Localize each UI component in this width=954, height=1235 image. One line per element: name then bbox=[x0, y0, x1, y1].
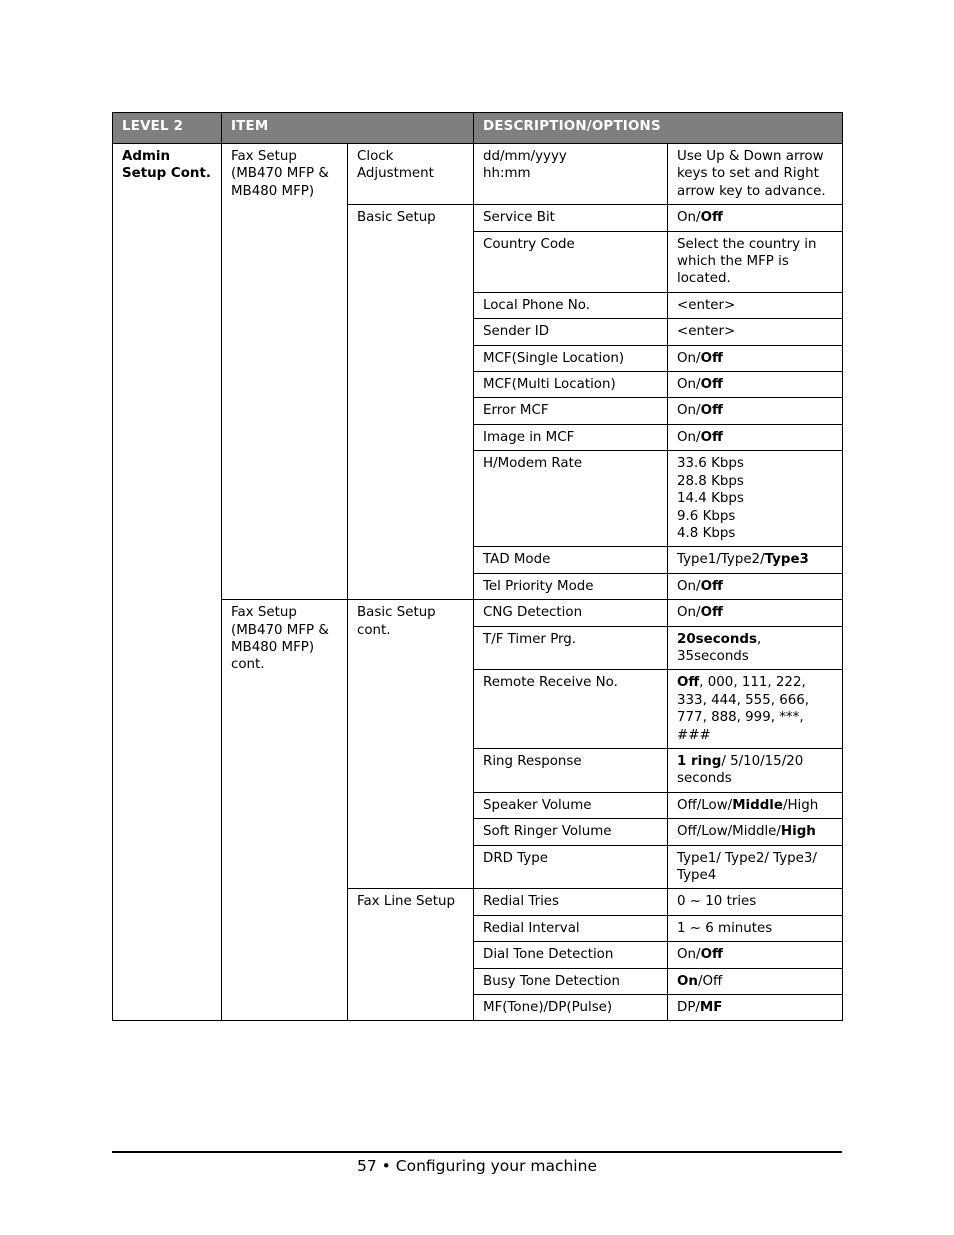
default-option: Off bbox=[700, 210, 723, 226]
option-text: Type1/ Type2/ Type3/ Type4 bbox=[677, 850, 817, 883]
option-text: , 35seconds bbox=[677, 631, 762, 664]
page-number: 57 bbox=[357, 1157, 377, 1175]
options-cell bbox=[668, 792, 843, 818]
default-option: On bbox=[677, 973, 698, 989]
options-cell bbox=[668, 319, 843, 345]
options-cell bbox=[668, 231, 843, 292]
options-cell bbox=[668, 845, 843, 889]
setting-cell: Soft Ringer Volume bbox=[474, 819, 668, 845]
option-text: Select the country in which the MFP is located. bbox=[677, 236, 817, 287]
table-header-row bbox=[113, 113, 843, 144]
option-text: On/ bbox=[677, 210, 701, 226]
options-cell bbox=[668, 424, 843, 450]
setting-cell: Service Bit bbox=[474, 205, 668, 231]
header-level2: LEVEL 2 bbox=[113, 113, 222, 144]
setting-cell: dd/mm/yyyy hh:mm bbox=[474, 144, 668, 205]
option-text: Off/Low/Middle/ bbox=[677, 824, 781, 840]
header-item: ITEM bbox=[222, 113, 474, 144]
setting-cell: Error MCF bbox=[474, 398, 668, 424]
setting-cell: Country Code bbox=[474, 231, 668, 292]
option-text: DP/ bbox=[677, 1000, 700, 1016]
setting-cell: DRD Type bbox=[474, 845, 668, 889]
item-cell: Fax Setup (MB470 MFP & MB480 MFP) bbox=[222, 144, 348, 600]
option-text: /Off bbox=[697, 973, 723, 989]
options-cell bbox=[668, 144, 843, 205]
subitem-cell: Basic Setup cont. bbox=[348, 600, 474, 889]
footer-title: Configuring your machine bbox=[395, 1157, 597, 1175]
default-option: Off bbox=[700, 605, 723, 621]
options-cell bbox=[668, 292, 843, 318]
option-text: <enter> bbox=[677, 297, 736, 313]
subitem-cell: Clock Adjustment bbox=[348, 144, 474, 205]
option-text: On/ bbox=[677, 350, 701, 366]
option-text: <enter> bbox=[677, 324, 736, 340]
default-option: Off bbox=[700, 350, 723, 366]
option-text: 0 ~ 10 tries bbox=[677, 894, 757, 910]
footer-rule bbox=[112, 1151, 842, 1153]
options-cell bbox=[668, 748, 843, 792]
table-body bbox=[113, 144, 843, 1021]
setting-cell: MCF(Single Location) bbox=[474, 345, 668, 371]
setting-cell: Image in MCF bbox=[474, 424, 668, 450]
option-text: 1 ~ 6 minutes bbox=[677, 920, 773, 936]
default-option: Middle bbox=[732, 797, 783, 813]
options-cell bbox=[668, 451, 843, 547]
option-text: On/ bbox=[677, 377, 701, 393]
option-text: On/ bbox=[677, 429, 701, 445]
option-text: Use Up & Down arrow keys to set and Right arrow key to advance. bbox=[677, 149, 826, 199]
footer-separator: • bbox=[381, 1157, 391, 1175]
default-option: Type3 bbox=[764, 552, 809, 568]
setting-cell: H/Modem Rate bbox=[474, 451, 668, 547]
default-option: Off bbox=[677, 675, 700, 691]
default-option: High bbox=[780, 824, 816, 840]
default-option: Off bbox=[700, 429, 723, 445]
options-cell bbox=[668, 819, 843, 845]
table-row bbox=[113, 144, 843, 205]
options-cell bbox=[668, 915, 843, 941]
setting-cell: Dial Tone Detection bbox=[474, 942, 668, 968]
setting-cell: T/F Timer Prg. bbox=[474, 626, 668, 670]
setting-cell: Ring Response bbox=[474, 748, 668, 792]
option-text: Off/Low/ bbox=[677, 797, 733, 813]
default-option: MF bbox=[699, 1000, 723, 1016]
item-cell: Fax Setup (MB470 MFP & MB480 MFP) cont. bbox=[222, 600, 348, 1021]
setting-cell: Busy Tone Detection bbox=[474, 968, 668, 994]
options-cell bbox=[668, 626, 843, 670]
setting-cell: Remote Receive No. bbox=[474, 670, 668, 749]
default-option: Off bbox=[700, 403, 723, 419]
option-text: /High bbox=[782, 797, 819, 813]
options-cell bbox=[668, 372, 843, 398]
options-cell bbox=[668, 547, 843, 573]
level2-cell: Admin Setup Cont. bbox=[113, 144, 222, 1021]
options-cell bbox=[668, 573, 843, 599]
options-cell bbox=[668, 600, 843, 626]
setting-cell: Sender ID bbox=[474, 319, 668, 345]
option-text: On/ bbox=[677, 947, 701, 963]
setting-cell: Tel Priority Mode bbox=[474, 573, 668, 599]
option-text: Type1/Type2/ bbox=[677, 552, 765, 568]
setting-cell: CNG Detection bbox=[474, 600, 668, 626]
options-cell bbox=[668, 670, 843, 749]
default-option: Off bbox=[700, 377, 723, 393]
admin-setup-menu-table bbox=[112, 112, 843, 1021]
options-cell bbox=[668, 398, 843, 424]
setting-cell: MF(Tone)/DP(Pulse) bbox=[474, 995, 668, 1021]
option-text: On/ bbox=[677, 403, 701, 419]
setting-cell: Redial Tries bbox=[474, 889, 668, 915]
setting-cell: Speaker Volume bbox=[474, 792, 668, 818]
option-text: On/ bbox=[677, 605, 701, 621]
setting-cell: TAD Mode bbox=[474, 547, 668, 573]
options-cell bbox=[668, 968, 843, 994]
option-text: , 000, 111, 222, 333, 444, 555, 666, 777, 888, 999, ***, ### bbox=[677, 675, 810, 743]
options-cell bbox=[668, 889, 843, 915]
setting-cell: MCF(Multi Location) bbox=[474, 372, 668, 398]
header-description: DESCRIPTION/OPTIONS bbox=[474, 113, 843, 144]
default-option: Off bbox=[700, 947, 723, 963]
setting-cell: Redial Interval bbox=[474, 915, 668, 941]
page-footer bbox=[0, 1156, 954, 1176]
option-text: On/ bbox=[677, 578, 701, 594]
default-option: 20seconds bbox=[677, 631, 757, 647]
subitem-cell: Fax Line Setup bbox=[348, 889, 474, 1021]
option-text: 33.6 Kbps 28.8 Kbps 14.4 Kbps 9.6 Kbps 4.8 Kbps bbox=[677, 456, 744, 541]
subitem-cell: Basic Setup bbox=[348, 205, 474, 600]
options-cell bbox=[668, 995, 843, 1021]
options-cell bbox=[668, 942, 843, 968]
table-row bbox=[113, 600, 843, 626]
default-option: 1 ring bbox=[677, 753, 722, 769]
options-cell bbox=[668, 345, 843, 371]
setting-cell: Local Phone No. bbox=[474, 292, 668, 318]
default-option: Off bbox=[700, 578, 723, 594]
option-text: / 5/10/15/20 seconds bbox=[677, 753, 804, 787]
options-cell bbox=[668, 205, 843, 231]
